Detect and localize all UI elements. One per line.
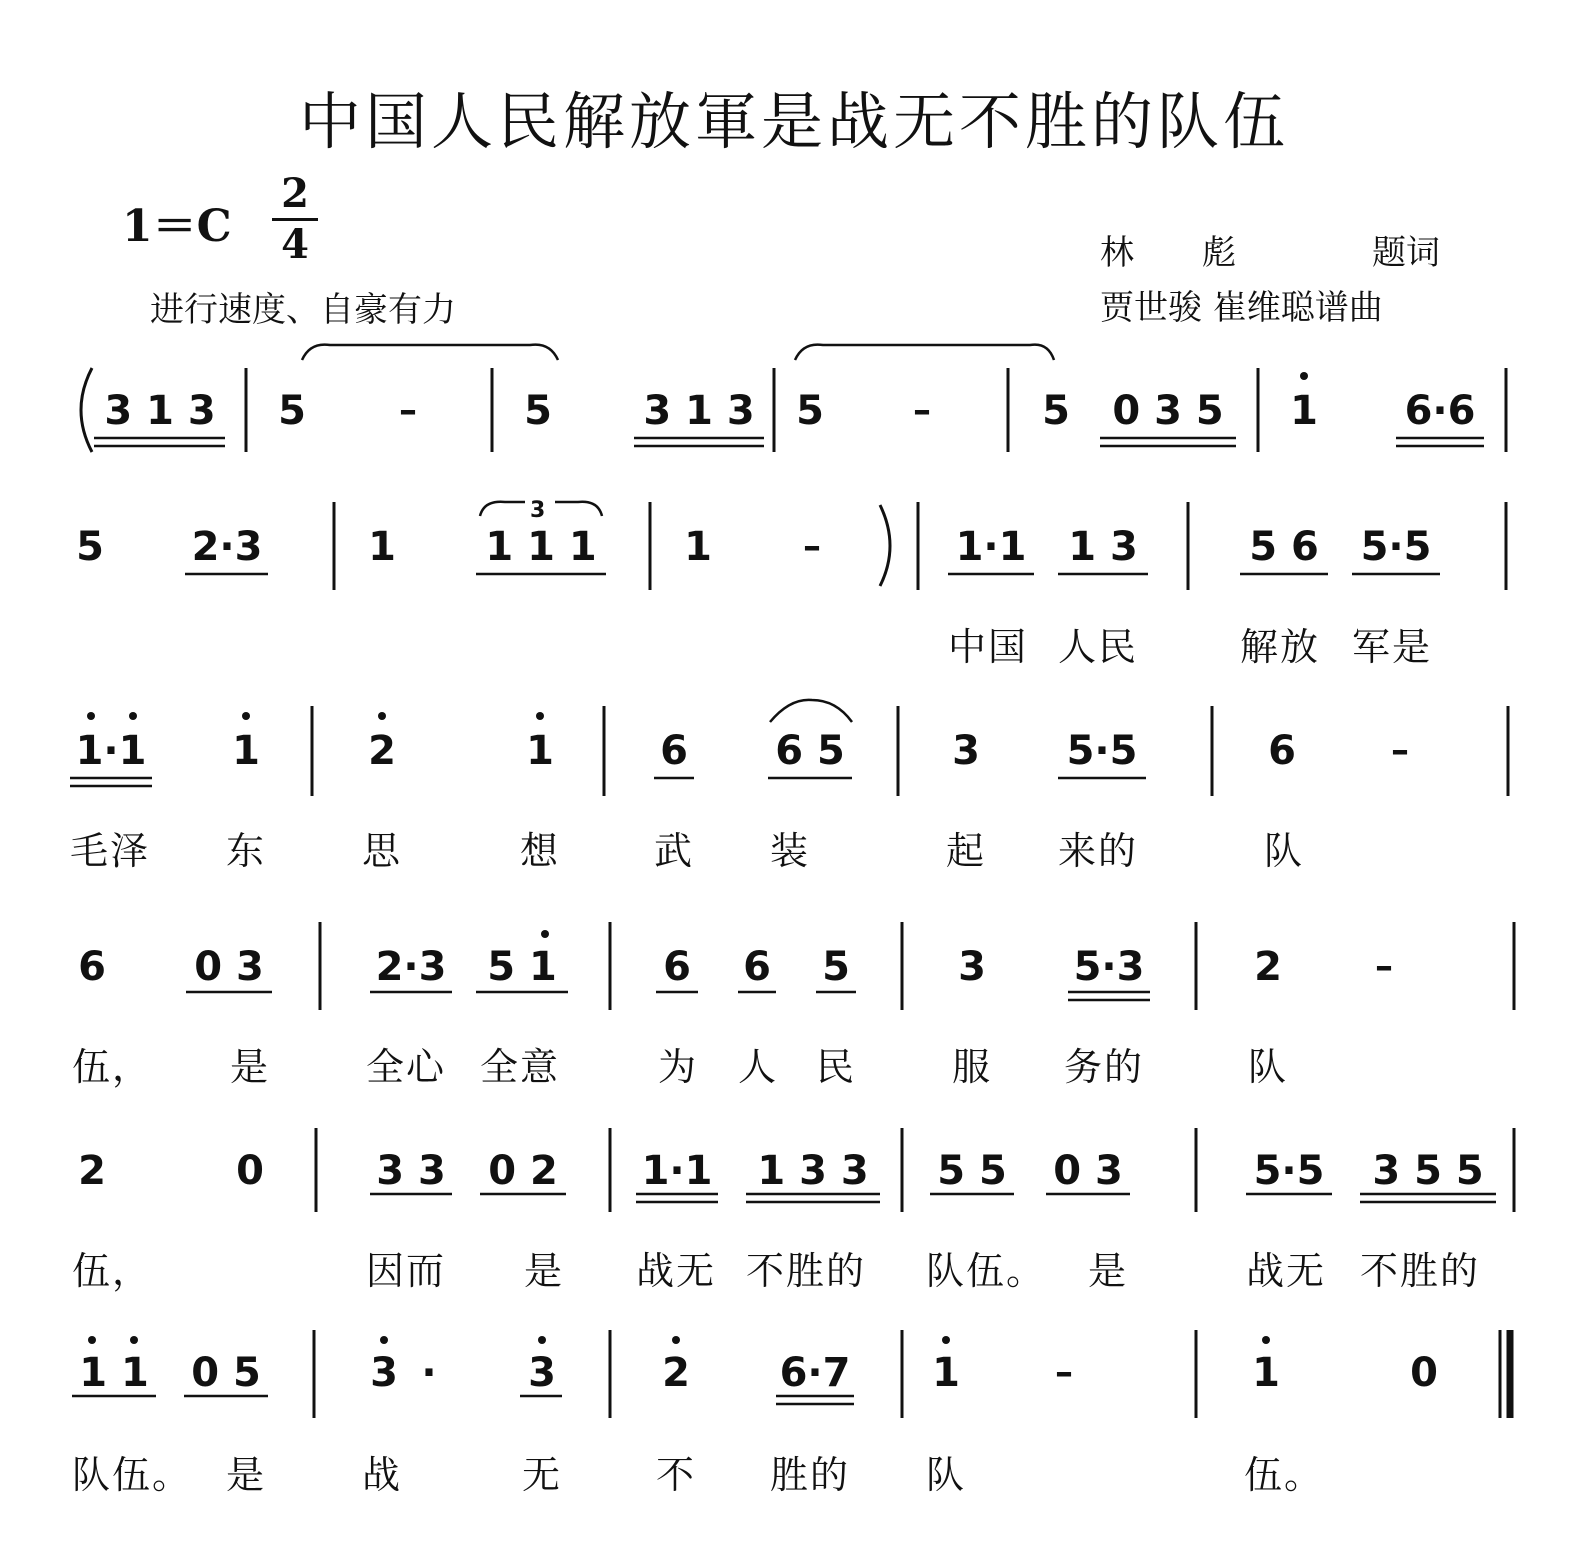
lyricist-name: 林 彪 xyxy=(1100,233,1236,273)
lyric: 不胜的 xyxy=(746,1249,867,1293)
note: 1 xyxy=(232,728,260,774)
note: 6·7 xyxy=(779,1350,851,1396)
lyric: 不胜的 xyxy=(1360,1249,1481,1293)
lyric: 队伍。 xyxy=(72,1453,193,1497)
note: 1 xyxy=(1290,388,1318,434)
lyric: 队 xyxy=(1248,1045,1289,1089)
repeat-open-paren xyxy=(81,368,92,452)
tempo-marking: 进行速度、自豪有力 xyxy=(150,290,456,330)
note: – xyxy=(913,390,931,431)
note: 1 xyxy=(932,1350,960,1396)
note: 0 3 5 xyxy=(1112,388,1224,434)
repeat-close-paren xyxy=(880,505,890,586)
lyric: 务的 xyxy=(1064,1045,1145,1089)
note: 2 xyxy=(1254,944,1282,990)
lyric: 来的 xyxy=(1058,829,1139,873)
note: 0 xyxy=(236,1148,264,1194)
lyric: 战 xyxy=(362,1453,403,1497)
note: 5 xyxy=(1042,388,1070,434)
lyric: 队伍。 xyxy=(926,1249,1047,1293)
note: 1·1 xyxy=(955,524,1027,570)
row3-barlines xyxy=(312,706,1508,796)
note: 6 xyxy=(1268,728,1296,774)
note: – xyxy=(399,390,417,431)
note: 2 xyxy=(662,1350,690,1396)
composer-credit: 贾世骏 崔维聪谱曲 xyxy=(1100,288,1383,328)
note: 3 xyxy=(528,1350,556,1396)
lyric: 中国 xyxy=(948,625,1029,669)
lyric: 服 xyxy=(952,1045,993,1089)
note: 6 5 xyxy=(775,728,845,774)
note: 5 xyxy=(822,944,850,990)
note: 1 xyxy=(684,524,712,570)
note: – xyxy=(803,526,821,567)
lyric: 民 xyxy=(816,1045,857,1089)
note: 3 xyxy=(370,1350,398,1396)
note: 5 xyxy=(278,388,306,434)
note: 5 xyxy=(524,388,552,434)
lyric: 毛泽 xyxy=(70,829,151,873)
tie-1 xyxy=(302,345,558,360)
lyric: 队 xyxy=(926,1453,967,1497)
note: 2·3 xyxy=(191,524,263,570)
note: 6 xyxy=(660,728,688,774)
note: 5·5 xyxy=(1253,1148,1325,1194)
lyric: 伍。 xyxy=(1244,1453,1325,1497)
lyric: 是 xyxy=(1088,1249,1129,1293)
lyric: 武 xyxy=(654,829,695,873)
lyric: 思 xyxy=(362,829,403,873)
lyric: 是 xyxy=(524,1249,565,1293)
note: 1 xyxy=(368,524,396,570)
note: 1 3 3 xyxy=(757,1148,869,1194)
note: 1 1 1 xyxy=(485,524,597,570)
lyric: 因而 xyxy=(366,1249,447,1293)
note: 0 3 xyxy=(194,944,264,990)
time-signature-top: 2 xyxy=(281,170,309,217)
key-signature: 1＝C xyxy=(122,201,232,252)
tie-2 xyxy=(795,345,1054,360)
row6-beams xyxy=(72,1396,854,1404)
lyric: 全意 xyxy=(480,1045,561,1089)
note: 2·3 xyxy=(375,944,447,990)
note: 0 xyxy=(1410,1350,1438,1396)
note: 5 1 xyxy=(487,944,557,990)
note: 1·1 xyxy=(75,728,147,774)
lyric: 全心 xyxy=(366,1045,447,1089)
lyric: 装 xyxy=(770,829,811,873)
row5-beams xyxy=(370,1194,1496,1202)
note: 5 xyxy=(796,388,824,434)
lyric: 战无 xyxy=(636,1249,717,1293)
lyric: 人民 xyxy=(1058,625,1139,669)
triplet-number: 3 xyxy=(530,498,546,523)
lyric: 伍， xyxy=(72,1249,153,1293)
row3-beams xyxy=(70,778,1146,786)
note: 1 xyxy=(1252,1350,1280,1396)
note: 5 xyxy=(76,524,104,570)
note: – xyxy=(1055,1352,1073,1393)
lyric: 队 xyxy=(1264,829,1305,873)
note: 5 6 xyxy=(1249,524,1319,570)
note: 2 xyxy=(368,728,396,774)
note: 3 1 3 xyxy=(104,388,216,434)
lyric: 想 xyxy=(520,829,561,873)
note: 5·5 xyxy=(1066,728,1138,774)
note: 5·5 xyxy=(1360,524,1432,570)
note: 2 xyxy=(78,1148,106,1194)
row4-beams xyxy=(186,992,1150,1000)
row1-beams xyxy=(94,438,1484,446)
lyric: 胜的 xyxy=(770,1453,851,1497)
lyric: 解放 xyxy=(1240,625,1321,669)
lyric: 人 xyxy=(738,1045,779,1089)
row6-dots xyxy=(88,1336,1270,1344)
lyric: 为 xyxy=(658,1045,699,1089)
row6-barlines xyxy=(314,1330,1500,1418)
note: 1 xyxy=(526,728,554,774)
note: 0 5 xyxy=(191,1350,261,1396)
note: 0 2 xyxy=(488,1148,558,1194)
note: 6·6 xyxy=(1404,388,1476,434)
lyric: 不 xyxy=(656,1453,697,1497)
lyric: 无 xyxy=(522,1453,563,1497)
note: 6 xyxy=(78,944,106,990)
time-signature-bottom: 4 xyxy=(281,221,309,268)
lyric: 东 xyxy=(226,829,267,873)
row3-dots xyxy=(87,712,544,720)
note: 6 xyxy=(663,944,691,990)
song-title: 中国人民解放軍是战无不胜的队伍 xyxy=(298,85,1289,158)
note: 3 xyxy=(958,944,986,990)
note: 6 xyxy=(743,944,771,990)
high-dot xyxy=(541,930,549,938)
note: · xyxy=(421,1350,437,1396)
note: 3 5 5 xyxy=(1372,1148,1484,1194)
lyric: 伍， xyxy=(72,1045,153,1089)
lyric: 是 xyxy=(230,1045,271,1089)
note: – xyxy=(1375,946,1393,987)
note: 1 3 xyxy=(1068,524,1138,570)
note: 5 5 xyxy=(937,1148,1007,1194)
high-dot xyxy=(1300,372,1308,380)
note: 3 1 3 xyxy=(643,388,755,434)
lyric: 战无 xyxy=(1246,1249,1327,1293)
note: 5·3 xyxy=(1073,944,1145,990)
note: 1 1 xyxy=(79,1350,149,1396)
tie-3 xyxy=(770,700,852,722)
lyric: 是 xyxy=(226,1453,267,1497)
note: 3 xyxy=(952,728,980,774)
note: 0 3 xyxy=(1053,1148,1123,1194)
lyric: 起 xyxy=(946,829,987,873)
lyricist-role: 题词 xyxy=(1372,233,1440,273)
note: 1·1 xyxy=(641,1148,713,1194)
note: – xyxy=(1391,730,1409,771)
lyric: 军是 xyxy=(1352,625,1433,669)
note: 3 3 xyxy=(376,1148,446,1194)
